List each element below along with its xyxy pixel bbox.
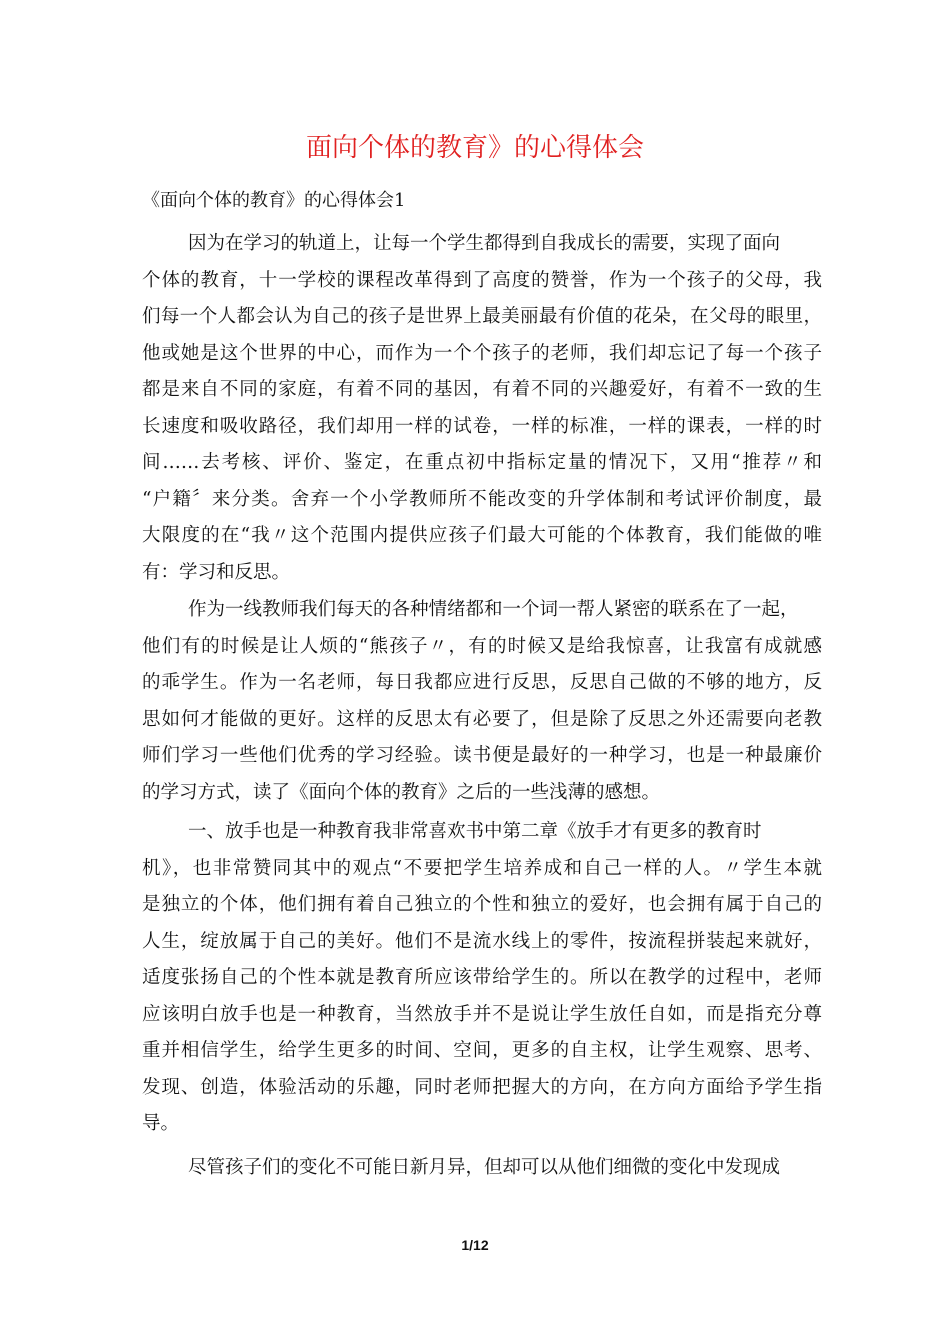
text-line: 师们学习一些他们优秀的学习经验。读书便是最好的一种学习，也是一种最廉价 bbox=[142, 745, 822, 766]
text-line: 的乖学生。作为一名老师，每日我都应进行反思，反思自己做的不够的地方，反 bbox=[142, 672, 822, 693]
text-line: 发现、创造，体验活动的乐趣，同时老师把握大的方向，在方向方面给予学生指 bbox=[142, 1076, 822, 1098]
text-line: 导。 bbox=[142, 1113, 180, 1134]
text-line: 的学习方式，读了《面向个体的教育》之后的一些浅薄的感想。 bbox=[142, 781, 661, 803]
document-title: 面向个体的教育》的心得体会 bbox=[305, 133, 644, 163]
text-line: 间……去考核、评价、鉴定，在重点初中指标定量的情况下，又用“推荐〃和 bbox=[142, 452, 822, 473]
text-line: 作为一线教师我们每天的各种情绪都和一个词一帮人紧密的联系在了一起， bbox=[188, 599, 799, 620]
text-line: 应该明白放手也是一种教育，当然放手并不是说让学生放任自如，而是指充分尊 bbox=[142, 1003, 822, 1025]
text-line: 机》，也非常赞同其中的观点“不要把学生培养成和自己一样的人。〃学生本就 bbox=[142, 857, 822, 879]
text-line: 们每一个人都会认为自己的孩子是世界上最美丽最有价值的花朵，在父母的眼里， bbox=[142, 306, 822, 327]
paragraph-4 bbox=[142, 1150, 822, 1187]
text-line: 思如何才能做的更好。这样的反思太有必要了，但是除了反思之外还需要向老教 bbox=[142, 708, 822, 730]
text-line: 适度张扬自己的个性本就是教育所应该带给学生的。所以在教学的过程中，老师 bbox=[142, 967, 822, 988]
text-line: 因为在学习的轨道上，让每一个学生都得到自我成长的需要，实现了面向 bbox=[188, 233, 781, 254]
text-line: 大限度的在“我〃这个范围内提供应孩子们最大可能的个体教育，我们能做的唯 bbox=[142, 525, 822, 546]
text-line: 是独立的个体，他们拥有着自己独立的个性和独立的爱好，也会拥有属于自己的 bbox=[142, 894, 822, 915]
text-line: 人生，绽放属于自己的美好。他们不是流水线上的零件，按流程拼装起来就好， bbox=[142, 930, 822, 952]
document-subtitle: 《面向个体的教育》的心得体会1 bbox=[142, 190, 406, 211]
text-line: 尽管孩子们的变化不可能日新月异，但却可以从他们细微的变化中发现成 bbox=[188, 1157, 781, 1178]
text-line: 他们有的时候是让人烦的“熊孩子〃，有的时候又是给我惊喜，让我富有成就感 bbox=[142, 635, 822, 657]
text-line: 长速度和吸收路径，我们却用一样的试卷，一样的标准，一样的课表，一样的时 bbox=[142, 415, 822, 437]
text-line: 一、放手也是一种教育我非常喜欢书中第二章《放手才有更多的教育时 bbox=[188, 821, 762, 842]
text-line: 个体的教育，十一学校的课程改革得到了高度的赞誉，作为一个孩子的父母，我 bbox=[142, 269, 822, 291]
paragraph-2 bbox=[142, 592, 822, 811]
page-number: 1/12 bbox=[461, 1237, 489, 1253]
paragraph-1 bbox=[142, 226, 822, 591]
text-line: 他或她是这个世界的中心，而作为一个个孩子的老师，我们却忘记了每一个孩子 bbox=[142, 342, 822, 364]
text-line: 有：学习和反思。 bbox=[142, 561, 291, 583]
text-line: “户籍〞来分类。舍弃一个小学教师所不能改变的升学体制和考试评价制度，最 bbox=[142, 488, 822, 510]
paragraph-3 bbox=[142, 814, 822, 1143]
text-line: 重并相信学生，给学生更多的时间、空间，更多的自主权，让学生观察、思考、 bbox=[142, 1040, 822, 1061]
text-line: 都是来自不同的家庭，有着不同的基因，有着不同的兴趣爱好，有着不一致的生 bbox=[142, 379, 822, 400]
